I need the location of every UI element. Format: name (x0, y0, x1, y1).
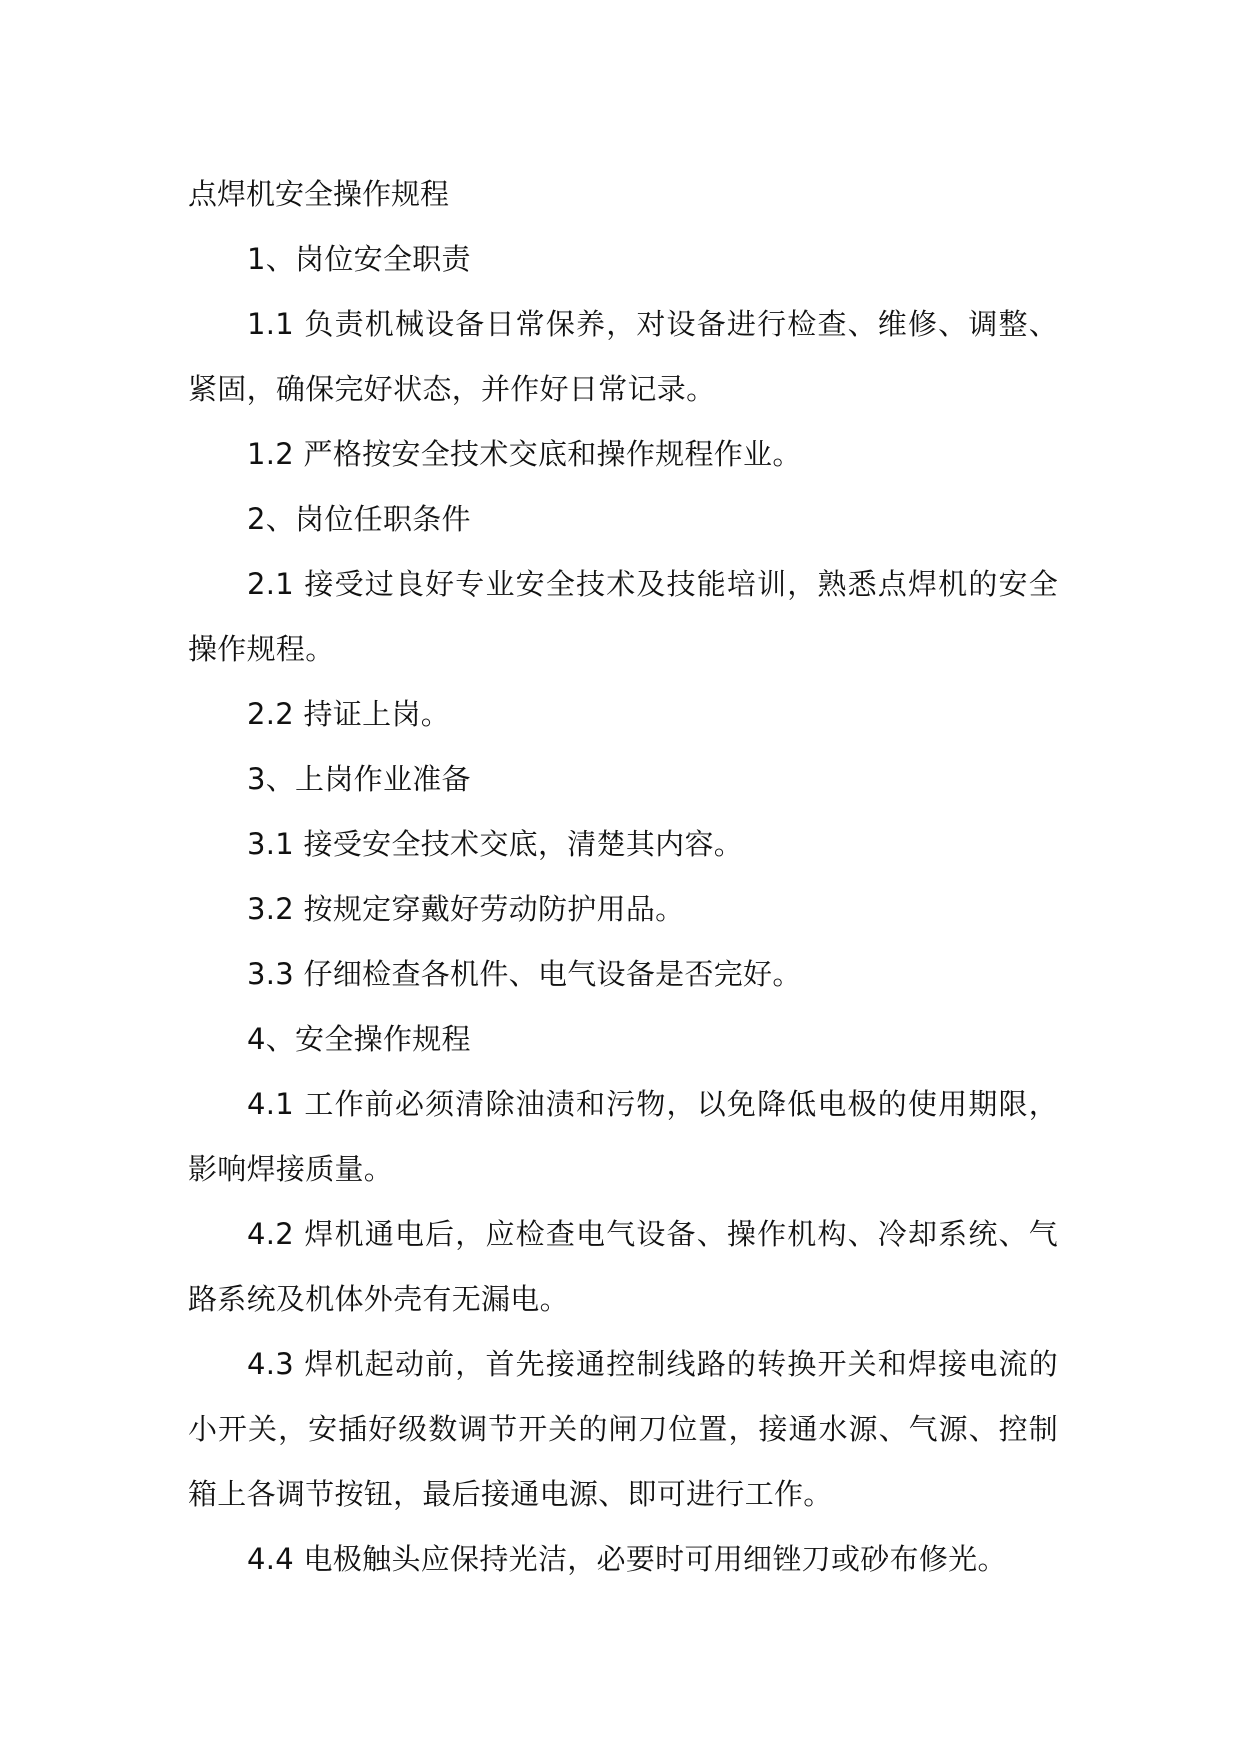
paragraph-4-3: 4.3 焊机起动前，首先接通控制线路的转换开关和焊接电流的小开关，安插好级数调节开关的闸刀位置，接通水源、气源、控制箱上各调节按钮，最后接通电源、即可进行工作。 (188, 1347, 1058, 1511)
paragraph-4-2: 4.2 焊机通电后，应检查电气设备、操作机构、冷却系统、气路系统及机体外壳有无漏电。 (188, 1217, 1058, 1316)
document-title: 点焊机安全操作规程 (188, 177, 450, 211)
paragraph-2-2: 2.2 持证上岗。 (247, 697, 451, 731)
paragraph-3-3: 3.3 仔细检查各机件、电气设备是否完好。 (247, 957, 802, 991)
paragraph-1-2: 1.2 严格按安全技术交底和操作规程作业。 (247, 437, 802, 471)
paragraph-4-4: 4.4 电极触头应保持光洁，必要时可用细锉刀或砂布修光。 (247, 1542, 1007, 1576)
section-heading-3: 3、上岗作业准备 (247, 762, 471, 796)
paragraph-3-2: 3.2 按规定穿戴好劳动防护用品。 (247, 892, 685, 926)
paragraph-2-1: 2.1 接受过良好专业安全技术及技能培训，熟悉点焊机的安全操作规程。 (188, 567, 1058, 666)
paragraph-4-1: 4.1 工作前必须清除油渍和污物，以免降低电极的使用期限，影响焊接质量。 (188, 1087, 1058, 1186)
section-heading-2: 2、岗位任职条件 (247, 502, 471, 536)
paragraph-3-1: 3.1 接受安全技术交底，清楚其内容。 (247, 827, 744, 861)
section-heading-1: 1、岗位安全职责 (247, 242, 471, 276)
section-heading-4: 4、安全操作规程 (247, 1022, 471, 1056)
document-body (188, 162, 1058, 1592)
paragraph-1-1: 1.1 负责机械设备日常保养，对设备进行检查、维修、调整、紧固，确保完好状态，并作好日常记录。 (188, 307, 1058, 406)
